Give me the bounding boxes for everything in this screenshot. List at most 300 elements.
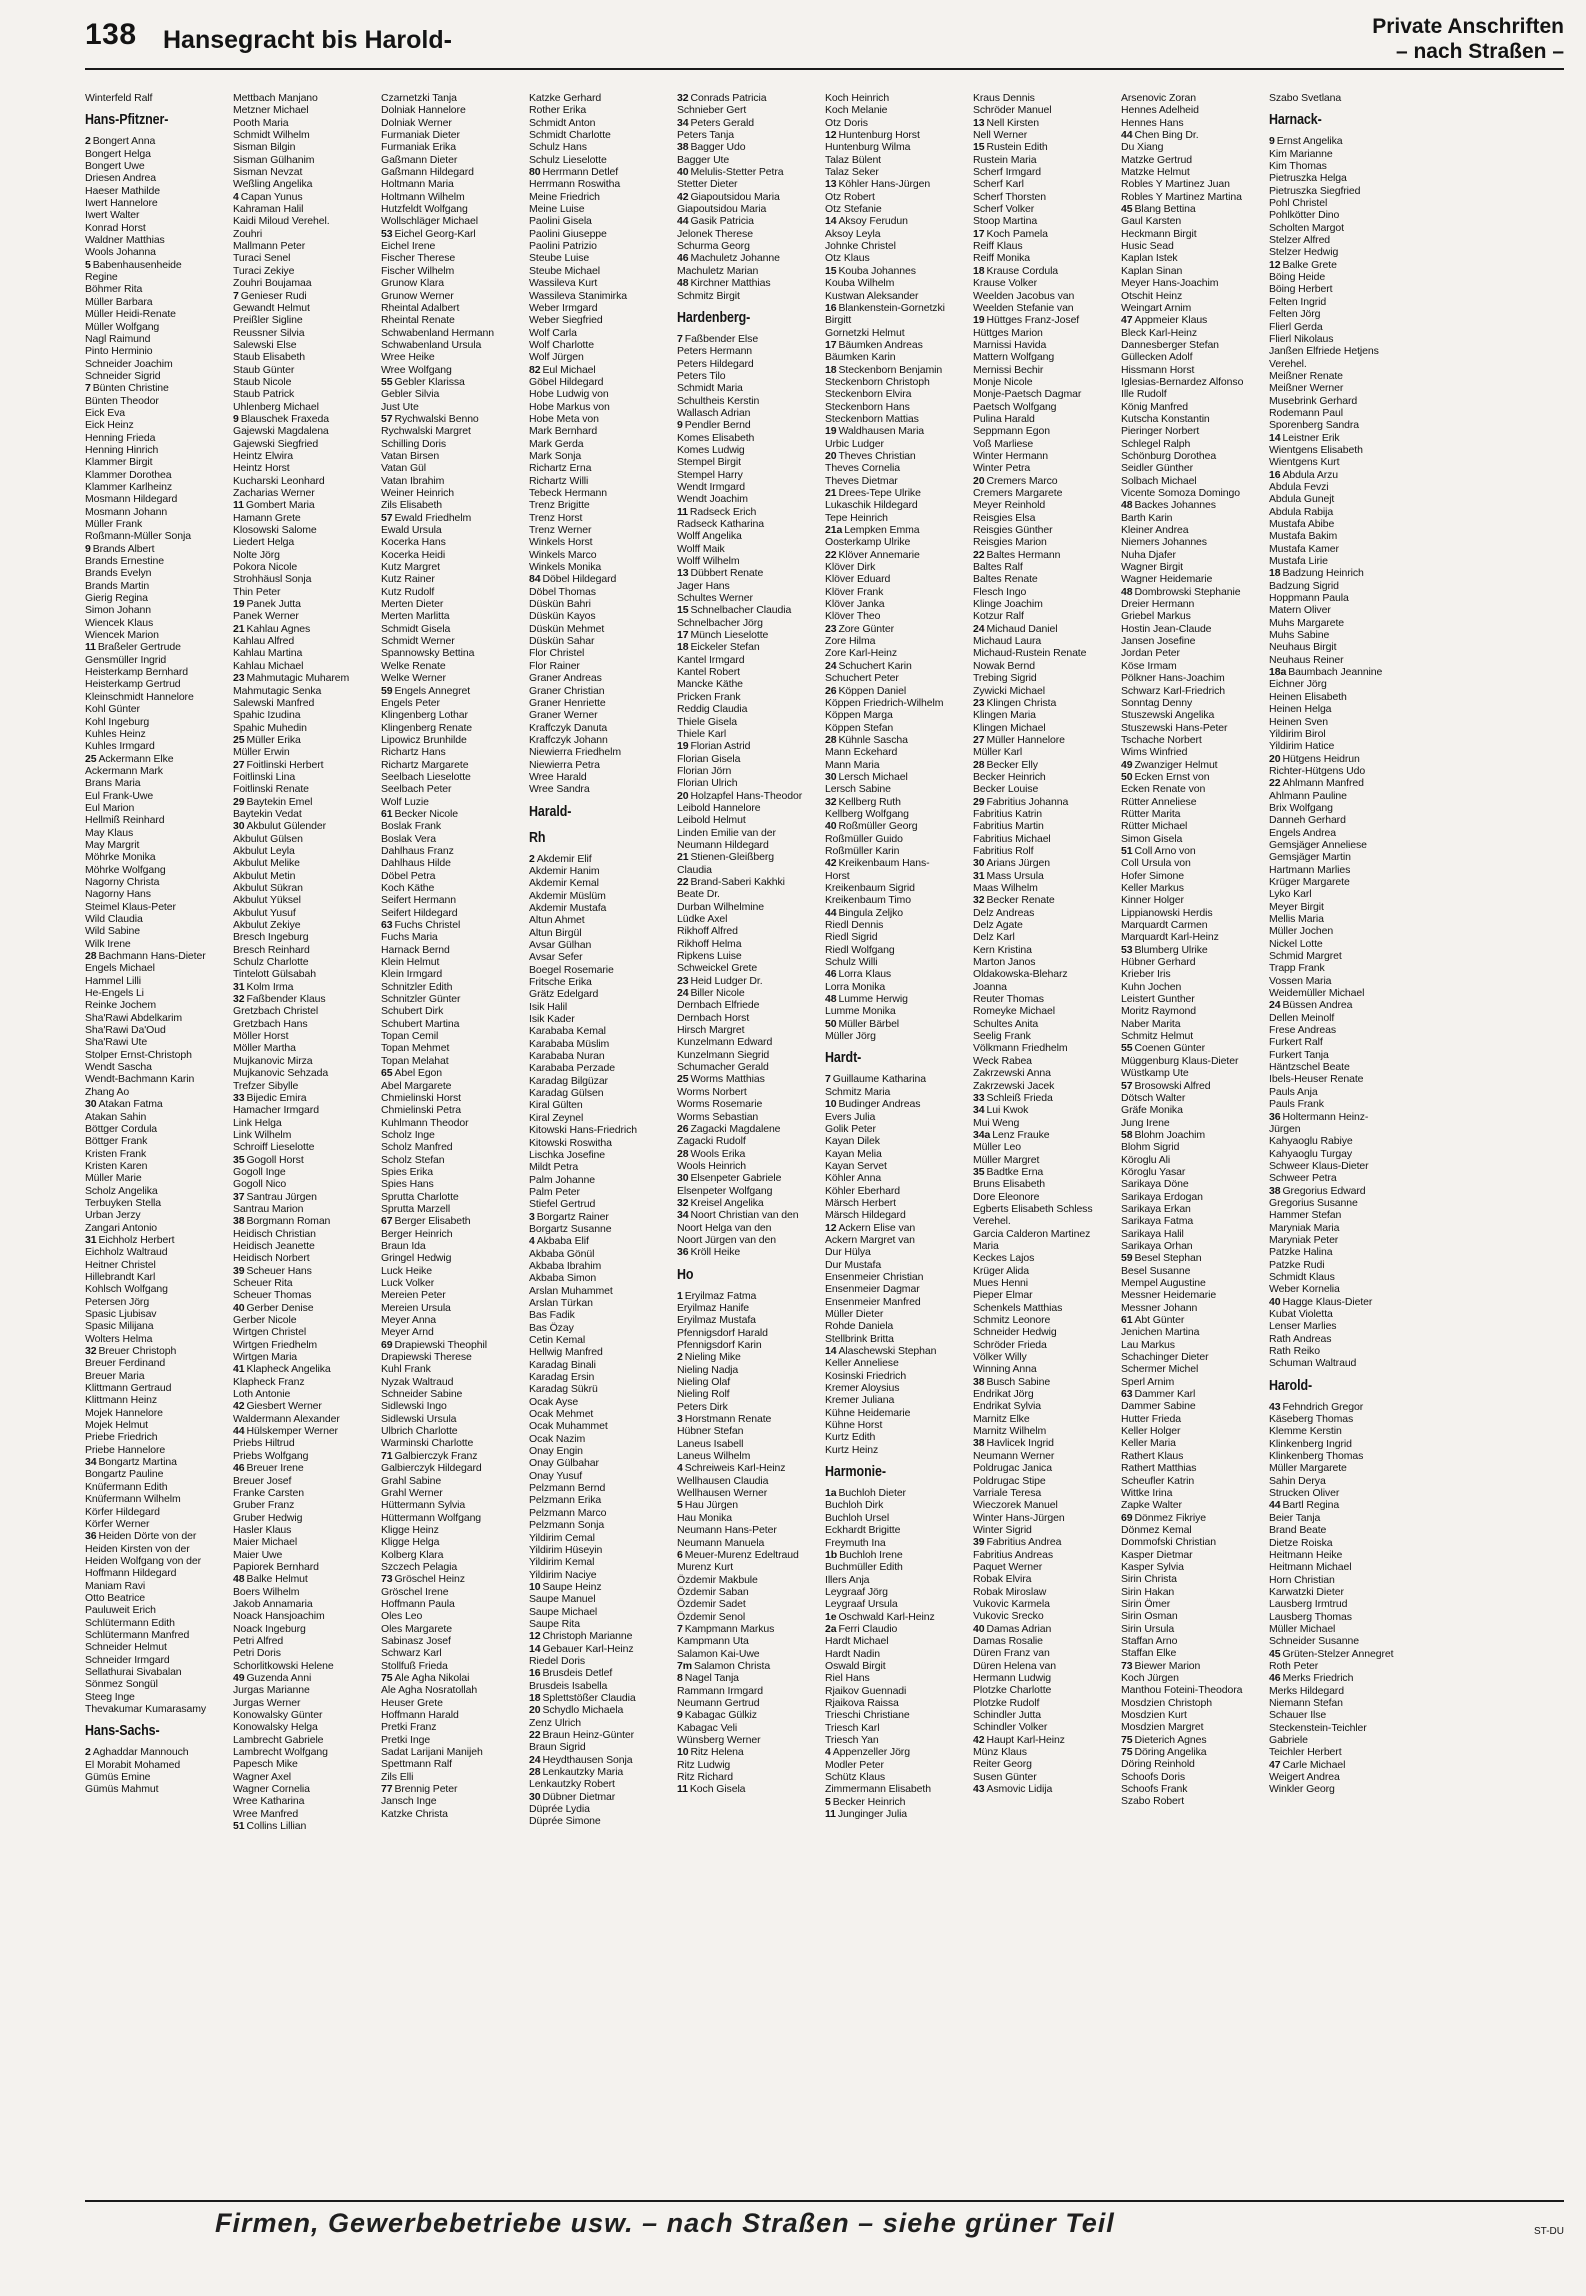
resident-name: Petri Alfred — [233, 1634, 284, 1647]
resident-entry — [1269, 617, 1407, 629]
resident-entry — [381, 672, 519, 684]
resident-entry — [233, 1462, 371, 1474]
resident-entry — [529, 685, 667, 697]
resident-entry — [825, 1419, 963, 1431]
resident-entry — [233, 1104, 371, 1116]
resident-name: Trenz Werner — [529, 524, 592, 537]
resident-name: Lorra Klaus — [838, 968, 892, 981]
resident-entry — [85, 1234, 223, 1246]
resident-entry — [381, 1413, 519, 1425]
resident-entry — [85, 333, 223, 345]
resident-name: Schindler Jutta — [973, 1709, 1041, 1722]
resident-entry — [825, 833, 963, 845]
resident-name: Mempel Augustine — [1121, 1277, 1206, 1289]
resident-name: Patzke Halina — [1269, 1246, 1333, 1259]
resident-entry — [973, 1771, 1111, 1783]
resident-entry — [233, 191, 371, 203]
resident-name: Neuhaus Reiner — [1269, 653, 1344, 666]
resident-name: Zwanziger Helmut — [1134, 758, 1218, 771]
resident-name: Seifert Hermann — [381, 894, 456, 907]
resident-name: Schneider Susanne — [1269, 1635, 1359, 1648]
resident-name: Richartz Margarete — [381, 758, 469, 771]
resident-entry — [85, 1148, 223, 1160]
resident-entry — [677, 777, 815, 789]
resident-entry — [973, 1351, 1111, 1363]
resident-name: Johnke Christel — [825, 240, 896, 253]
resident-entry — [529, 722, 667, 734]
resident-name: Sirin Hakan — [1121, 1585, 1175, 1598]
resident-name: Isik Kader — [529, 1013, 575, 1026]
house-number: 73 — [381, 1573, 393, 1586]
resident-entry — [1121, 1154, 1259, 1166]
resident-entry — [1269, 901, 1407, 913]
resident-name: Hobe Meta von — [529, 412, 599, 425]
resident-name: Staub Patrick — [233, 388, 295, 401]
resident-entry — [381, 512, 519, 524]
resident-entry — [973, 1623, 1111, 1635]
resident-name: Sha'Rawi Abdelkarim — [85, 1011, 182, 1024]
resident-name: Kohl Ingeburg — [85, 715, 150, 728]
resident-entry — [973, 339, 1111, 351]
resident-name: Dore Eleonore — [973, 1190, 1040, 1203]
resident-name: Ocak Muhammet — [529, 1420, 608, 1433]
resident-entry — [381, 1795, 519, 1807]
resident-name: Brix Wolfgang — [1269, 801, 1333, 814]
resident-name: Heinen Sven — [1269, 715, 1329, 728]
resident-entry — [973, 1684, 1111, 1696]
resident-entry — [677, 290, 815, 302]
resident-name: Gröschel Heinz — [394, 1573, 465, 1586]
resident-entry — [85, 1592, 223, 1604]
resident-entry — [677, 629, 815, 641]
resident-entry — [973, 425, 1111, 437]
resident-entry — [381, 1808, 519, 1820]
resident-name: Winning Anna — [973, 1363, 1037, 1376]
resident-entry — [233, 1351, 371, 1363]
resident-entry — [233, 1228, 371, 1240]
resident-entry — [973, 1117, 1111, 1129]
resident-name: Petersen Jörg — [85, 1295, 150, 1308]
resident-name: Zore Günter — [838, 622, 894, 635]
resident-name: Michaud Daniel — [986, 622, 1058, 635]
resident-name: Brands Albert — [92, 542, 155, 555]
resident-name: Avsar Sefer — [529, 951, 583, 964]
resident-name: Grahl Werner — [381, 1486, 443, 1499]
resident-name: Szczech Pelagia — [381, 1560, 458, 1573]
resident-name: Pohl Christel — [1269, 197, 1328, 210]
resident-entry — [1269, 444, 1407, 456]
resident-entry — [1269, 259, 1407, 271]
resident-entry — [825, 1123, 963, 1135]
resident-entry — [677, 987, 815, 999]
resident-name: Reiter Georg — [973, 1758, 1032, 1771]
resident-name: Fabritius Andreas — [973, 1548, 1054, 1561]
resident-name: Lukaschik Hildegard — [825, 499, 918, 512]
resident-entry — [825, 450, 963, 462]
house-number: 22 — [1269, 777, 1281, 790]
resident-name: Gebler Silvia — [381, 388, 440, 401]
resident-entry — [1121, 1092, 1259, 1104]
resident-entry — [973, 1635, 1111, 1647]
resident-entry — [381, 796, 519, 808]
house-number: 46 — [1269, 1672, 1281, 1685]
resident-name: Köhler Anna — [825, 1172, 882, 1185]
resident-name: Schorlitkowski Helene — [233, 1659, 334, 1672]
resident-entry — [233, 1363, 371, 1375]
resident-name: Schneider Sigrid — [85, 369, 161, 382]
resident-name: Gajewski Magdalena — [233, 425, 329, 438]
resident-entry — [233, 894, 371, 906]
resident-name: Winkels Horst — [529, 536, 593, 549]
resident-name: Spasic Ljubisav — [85, 1308, 157, 1320]
resident-entry — [825, 1709, 963, 1721]
resident-name: Karadag Sükrü — [529, 1383, 598, 1396]
resident-name: Gogoll Inge — [233, 1165, 286, 1178]
resident-name: Sirin Osman — [1121, 1610, 1178, 1623]
resident-entry — [677, 1339, 815, 1351]
resident-entry — [1269, 666, 1407, 678]
resident-name: Seelig Frank — [973, 1030, 1031, 1043]
resident-name: Stuszewski Hans-Peter — [1121, 721, 1228, 734]
resident-entry — [825, 1111, 963, 1123]
resident-name: Turaci Senel — [233, 252, 291, 265]
resident-name: Scholz Manfred — [381, 1141, 453, 1154]
resident-name: Czarnetzki Tanja — [381, 92, 457, 104]
resident-entry — [825, 1444, 963, 1456]
resident-entry — [233, 327, 371, 339]
resident-entry — [381, 870, 519, 882]
resident-entry — [973, 919, 1111, 931]
resident-name: Muhs Margarete — [1269, 616, 1345, 629]
resident-name: Heitmann Heike — [1269, 1548, 1343, 1561]
resident-entry — [381, 1647, 519, 1659]
resident-name: Kahraman Halil — [233, 203, 304, 216]
resident-entry — [1269, 1024, 1407, 1036]
resident-entry — [85, 1345, 223, 1357]
resident-entry — [677, 1098, 815, 1110]
resident-entry — [233, 1586, 371, 1598]
resident-entry — [233, 1450, 371, 1462]
resident-name: Dur Mustafa — [825, 1258, 882, 1271]
resident-name: Drapiewski Theophil — [394, 1338, 487, 1351]
resident-name: Melulis-Stetter Petra — [690, 166, 784, 179]
resident-name: Pelzmann Erika — [529, 1494, 602, 1507]
house-number: 77 — [381, 1783, 393, 1796]
resident-entry — [233, 598, 371, 610]
resident-name: Gemsjäger Martin — [1269, 851, 1351, 864]
resident-name: May Klaus — [85, 826, 134, 839]
resident-name: Rütter Marita — [1121, 807, 1181, 820]
resident-name: Bagger Ute — [677, 153, 730, 166]
house-number: 21 — [825, 487, 837, 499]
resident-entry — [825, 820, 963, 832]
resident-entry — [973, 413, 1111, 425]
resident-entry — [677, 265, 815, 277]
resident-entry — [1121, 685, 1259, 697]
resident-name: Topan Cemil — [381, 1030, 439, 1043]
resident-entry — [973, 524, 1111, 536]
resident-entry — [529, 1532, 667, 1544]
resident-name: Mernissi Bechir — [973, 363, 1044, 376]
resident-name: Mahmutagic Muharem — [246, 672, 350, 685]
resident-entry — [233, 660, 371, 672]
resident-entry — [1121, 364, 1259, 376]
resident-entry — [973, 252, 1111, 264]
resident-name: Scholten Margot — [1269, 221, 1344, 234]
resident-name: Plotzke Charlotte — [973, 1684, 1052, 1697]
resident-name: Elsenpeter Gabriele — [690, 1172, 782, 1185]
resident-name: Kreikenbaum Hans- — [838, 857, 930, 870]
resident-name: Gasik Patricia — [690, 215, 754, 228]
resident-entry — [529, 302, 667, 314]
resident-entry — [1121, 1363, 1259, 1375]
house-number: 19 — [825, 425, 837, 438]
resident-name: Kucharski Leonhard — [233, 474, 325, 487]
resident-name: Gogoll Horst — [246, 1153, 304, 1166]
house-number: 17 — [677, 629, 689, 642]
house-number: 1b — [825, 1548, 838, 1561]
resident-name: Winkels Monika — [529, 561, 602, 574]
resident-entry — [825, 1648, 963, 1660]
resident-entry — [233, 709, 371, 721]
resident-name: Klapheck Angelika — [246, 1363, 331, 1376]
resident-entry — [1121, 1437, 1259, 1449]
resident-entry — [1269, 1283, 1407, 1295]
resident-entry — [85, 530, 223, 542]
resident-name: Müller Erika — [246, 733, 301, 746]
resident-name: Noack Ingeburg — [233, 1622, 306, 1635]
resident-name: Giapoutsidou Maria — [690, 190, 780, 203]
resident-name: Robak Miroslaw — [973, 1585, 1047, 1598]
resident-entry — [85, 148, 223, 160]
resident-name: Schnieber Gert — [677, 104, 747, 117]
resident-name: Kustwan Aleksander — [825, 289, 919, 302]
house-number: 82 — [529, 363, 541, 376]
resident-entry — [677, 1314, 815, 1326]
resident-name: Düskün Bahri — [529, 598, 591, 611]
resident-name: Zhang Ao — [85, 1085, 130, 1098]
resident-name: Dreier Hermann — [1121, 598, 1195, 611]
resident-name: Pieringer Norbert — [1121, 425, 1200, 438]
resident-entry — [85, 1283, 223, 1295]
resident-name: Schreiweis Karl-Heinz — [684, 1462, 786, 1475]
resident-entry — [85, 1746, 223, 1758]
resident-entry — [1269, 197, 1407, 209]
resident-entry — [85, 580, 223, 592]
resident-name: Zils Elli — [381, 1770, 414, 1783]
resident-entry — [1269, 1635, 1407, 1647]
resident-name: Wools Heinrich — [677, 1159, 747, 1172]
resident-entry — [381, 252, 519, 264]
resident-name: Müller Karl — [973, 746, 1023, 759]
resident-name: Eryilmaz Fatma — [684, 1289, 757, 1302]
resident-name: Iwert Walter — [85, 209, 140, 222]
resident-entry — [85, 271, 223, 283]
resident-entry — [381, 1499, 519, 1511]
resident-entry — [233, 697, 371, 709]
resident-name: Gringel Hedwig — [381, 1252, 452, 1265]
resident-entry — [381, 154, 519, 166]
resident-entry — [381, 1721, 519, 1733]
resident-entry — [973, 647, 1111, 659]
resident-name: Engels Peter — [381, 696, 440, 709]
resident-entry — [85, 864, 223, 876]
directory-column — [825, 92, 963, 2197]
resident-name: Koch Gisela — [689, 1783, 746, 1796]
resident-name: Felten Ingrid — [1269, 295, 1327, 308]
resident-name: Karababa Kemal — [529, 1025, 606, 1038]
resident-entry — [1269, 728, 1407, 740]
house-number: 44 — [1121, 129, 1133, 142]
resident-name: Staub Günter — [233, 363, 295, 376]
resident-entry — [381, 1228, 519, 1240]
resident-name: Schubert Dirk — [381, 1005, 444, 1018]
resident-entry — [1121, 931, 1259, 943]
resident-entry — [381, 1635, 519, 1647]
resident-entry — [85, 296, 223, 308]
resident-entry — [85, 1086, 223, 1098]
resident-name: Otschit Heinz — [1121, 289, 1183, 302]
resident-entry — [233, 141, 371, 153]
resident-name: Katzke Christa — [381, 1807, 448, 1820]
footer-code: ST-DU — [1534, 2226, 1564, 2237]
resident-name: Schroiff Lieselotte — [233, 1141, 315, 1154]
resident-name: Uhlenberg Michael — [233, 400, 319, 413]
resident-entry — [1269, 246, 1407, 258]
resident-entry — [1269, 827, 1407, 839]
resident-entry — [1121, 623, 1259, 635]
resident-name: Riedel Doris — [529, 1654, 585, 1667]
house-number: 49 — [233, 1672, 245, 1684]
resident-entry — [677, 1351, 815, 1363]
resident-name: Gümüs Emine — [85, 1771, 151, 1784]
resident-entry — [1121, 512, 1259, 524]
house-number: 10 — [677, 1746, 689, 1759]
street-heading: Harnack- — [1269, 112, 1322, 129]
resident-entry — [825, 1086, 963, 1098]
resident-entry — [233, 1400, 371, 1412]
house-number: 26 — [677, 1122, 689, 1135]
resident-name: Karadag Bilgüzar — [529, 1074, 608, 1087]
resident-name: Mann Eckehard — [825, 746, 898, 759]
resident-name: Völker Willy — [973, 1351, 1027, 1364]
resident-entry — [529, 512, 667, 524]
resident-name: Pretki Franz — [381, 1721, 437, 1734]
resident-name: Neumann Gertrud — [677, 1696, 760, 1709]
resident-name: Capan Yunus — [240, 190, 303, 203]
resident-name: Knüfermann Edith — [85, 1480, 168, 1493]
resident-name: Kremer Aloysius — [825, 1382, 900, 1395]
resident-name: Stetter Dieter — [677, 178, 738, 191]
resident-name: Klemme Kerstin — [1269, 1425, 1342, 1438]
resident-entry — [381, 685, 519, 697]
resident-entry — [381, 882, 519, 894]
resident-name: Güllecken Adolf — [1121, 351, 1193, 364]
house-number: 18 — [1269, 567, 1281, 580]
resident-name: Heuser Grete — [381, 1696, 443, 1709]
house-number: 19 — [677, 740, 689, 753]
resident-name: Schönburg Dorothea — [1121, 449, 1217, 462]
resident-entry — [677, 252, 815, 264]
resident-entry — [1121, 240, 1259, 252]
resident-name: Wollschläger Michael — [381, 215, 479, 228]
resident-entry — [233, 228, 371, 240]
resident-entry — [381, 697, 519, 709]
resident-entry — [233, 536, 371, 548]
resident-name: Paolini Patrizio — [529, 240, 597, 253]
resident-name: Wree Sandra — [529, 783, 590, 796]
resident-entry — [825, 1746, 963, 1758]
resident-name: Gebler Klarissa — [394, 375, 465, 388]
resident-name: Kasper Sylvia — [1121, 1560, 1184, 1573]
resident-entry — [1269, 802, 1407, 814]
resident-name: Holtmann Maria — [381, 178, 454, 191]
resident-name: Heisterkamp Bernhard — [85, 666, 189, 679]
resident-name: Altun Ahmet — [529, 914, 585, 927]
resident-entry — [233, 302, 371, 314]
resident-entry — [1121, 549, 1259, 561]
resident-entry — [677, 1376, 815, 1388]
resident-name: Koch Melanie — [825, 104, 888, 117]
resident-name: Klöver Eduard — [825, 573, 891, 586]
resident-name: Koch Jürgen — [1121, 1672, 1179, 1684]
resident-name: Wagner Heidemarie — [1121, 573, 1213, 586]
resident-entry — [233, 870, 371, 882]
resident-entry — [677, 240, 815, 252]
house-number: 30 — [529, 1790, 541, 1803]
resident-entry — [825, 1512, 963, 1524]
resident-name: Meißner Renate — [1269, 369, 1343, 382]
resident-entry — [85, 1431, 223, 1443]
resident-entry — [529, 228, 667, 240]
resident-name: Niewierra Petra — [529, 758, 600, 771]
resident-name: Schenkels Matthias — [973, 1301, 1063, 1314]
resident-name: Grüten-Stelzer Annegret — [1282, 1647, 1394, 1660]
resident-entry — [381, 1314, 519, 1326]
resident-entry — [1121, 1586, 1259, 1598]
resident-entry — [381, 1092, 519, 1104]
resident-name: Klosowski Salome — [233, 524, 317, 537]
resident-entry — [529, 1359, 667, 1371]
resident-name: Heintz Elwira — [233, 449, 293, 462]
resident-entry — [85, 259, 223, 271]
resident-name: Trapp Frank — [1269, 962, 1325, 975]
resident-entry — [233, 1166, 371, 1178]
resident-name: Paolini Gisela — [529, 215, 592, 228]
resident-entry — [973, 1586, 1111, 1598]
directory-column — [677, 92, 815, 2197]
resident-name: Du Xiang — [1121, 141, 1164, 154]
resident-name: Busch Sabine — [986, 1375, 1051, 1388]
resident-name: Bongartz Pauline — [85, 1468, 164, 1481]
resident-entry — [1121, 586, 1259, 598]
resident-entry — [85, 728, 223, 740]
resident-entry — [1121, 598, 1259, 610]
street-heading: Hans-Pfitzner- — [85, 112, 169, 129]
resident-entry — [973, 623, 1111, 635]
resident-name: Steube Michael — [529, 264, 600, 277]
resident-entry — [973, 796, 1111, 808]
resident-name: Harnack Bernd — [381, 943, 450, 956]
resident-name: Leistner Erik — [1282, 431, 1340, 444]
resident-name: Gröschel Irene — [381, 1585, 449, 1598]
resident-name: Dellen Meinolf — [1269, 1011, 1335, 1024]
resident-name: Bünten Theodor — [85, 394, 159, 407]
resident-name: Abdula Gunejt — [1269, 493, 1335, 506]
resident-name: Yildirim Naciye — [529, 1568, 597, 1581]
resident-entry — [233, 388, 371, 400]
resident-entry — [529, 1075, 667, 1087]
